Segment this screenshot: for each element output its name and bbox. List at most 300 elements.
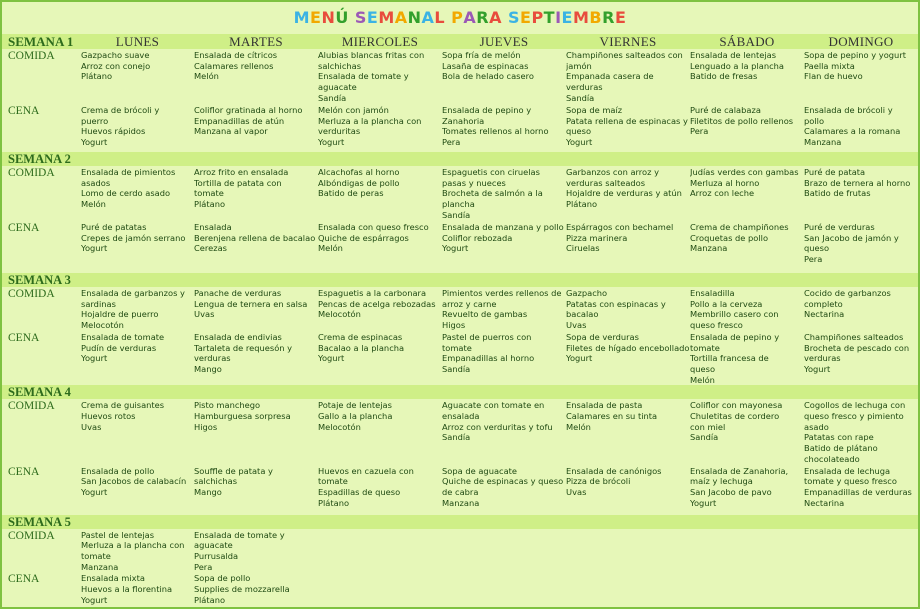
dish-line: Panache de verduras [194,288,282,298]
meal-label: CENA [8,331,40,344]
menu-cell [442,399,566,464]
menu-cell [81,572,194,612]
dish-line: Batido de frutas [804,188,871,199]
dish-line: Potaje de lentejas [318,400,392,411]
dish-line: Calamares en su tinta [566,411,658,422]
dish-line: Crema de brócoli y [81,105,160,115]
menu-cell [566,331,690,386]
menu-cell [194,49,318,104]
dish-line: Lengua de ternera en salsa [194,298,308,309]
menu-cell [318,221,442,273]
week-label: SEMANA 3 [2,273,81,287]
dish-line: Hamburguesa sorpresa [194,411,291,422]
dish-line: Arroz con leche [690,188,755,199]
title-letter: R [476,8,490,27]
day-header-sabado: SÁBADO [690,34,804,49]
dish-line: Pera [804,254,823,265]
dish-line: Yogurt [566,353,593,364]
dish-line: San Jacobos de calabacín [81,476,187,487]
week-band [81,385,918,399]
dish-line: Pisto manchego [194,400,261,411]
meal-label: COMIDA [8,50,55,62]
menu-cell [566,529,690,573]
dinner-row [2,465,918,515]
dish-line: asados [81,177,111,188]
menu-cell [690,49,804,104]
dish-line: Uvas [81,421,102,432]
dish-line: Ensalada de cítricos [194,50,278,60]
dish-line: Espárragos con bechamel [566,222,674,232]
meal-label: CENA [8,465,40,478]
dish-line: Sandía [318,92,347,103]
dish-line: Coliflor con mayonesa [690,400,783,411]
dish-line: Pera [442,137,461,148]
dish-line: Lomo de cerdo asado [81,188,171,199]
dish-line: Ensalada de garbanzos y [81,288,185,298]
dish-line: Tomates rellenos al horno [442,126,549,137]
dish-line: verduras [804,353,841,364]
dish-line: Sandía [442,363,471,374]
meal-label: CENA [8,573,40,586]
title-letter: E [614,8,627,27]
day-header-viernes: VIERNES [566,34,690,49]
dish-line: Batido de plátano [804,443,878,454]
dish-line: Manzana [804,137,842,148]
menu-cell [804,104,918,152]
dish-line: Plátano [318,497,350,508]
dish-line: de cabra [442,486,479,497]
lunch-row [2,529,918,573]
menu-cell [194,399,318,464]
menu-cell [442,104,566,152]
menu-cell [81,465,194,515]
menu-cell [194,331,318,386]
week-label: SEMANA 2 [2,152,81,166]
dish-line: Croquetas de pollo [690,232,769,243]
dish-line: con miel [690,421,726,432]
weekly-menu-table [2,34,918,612]
menu-cell [81,221,194,273]
dish-line: Arroz con verduritas y tofu [442,421,553,432]
dish-line: Ensalada de lentejas [690,50,777,60]
dish-line: completo [804,298,843,309]
dish-line: Manzana al vapor [194,126,268,137]
menu-cell [804,331,918,386]
dish-line: Calamares a la romana [804,126,901,137]
dish-line: Ensalada de pimientos [81,167,176,177]
title-letter: A [394,8,408,27]
dish-line: Judías verdes con gambas [690,167,799,177]
dish-line: Tartaleta de requesón y [194,342,293,353]
title-letter: E [310,8,322,27]
menu-cell [442,287,566,331]
dish-line: bacalao [566,309,599,320]
dish-line: Membrillo casero con [690,309,779,320]
menu-cell [81,399,194,464]
title-letter: E [561,8,573,27]
title-letter: L [434,8,446,27]
menu-cell [194,465,318,515]
menu-cell [194,221,318,273]
dish-line: arroz y carne [442,298,497,309]
dish-line: Sopa de maíz [566,105,623,115]
menu-cell [566,221,690,273]
dish-line: Melocotón [318,309,361,320]
dish-line: Melocotón [81,320,124,331]
menu-cell [194,529,318,573]
dish-line: Higos [442,320,466,331]
title-letter: A [463,8,477,27]
menu-cell [804,399,918,464]
menu-cell [690,399,804,464]
menu-cell [442,49,566,104]
dish-line: Ensalada de tomate [81,331,165,342]
dish-line: Yogurt [81,353,108,364]
lunch-row [2,399,918,464]
dish-line: asado [804,421,829,432]
day-header-jueves: JUEVES [442,34,566,49]
dish-line: Puré de patatas [81,222,147,232]
dish-line: Champiñones salteados [804,331,904,342]
dish-line: Huevos en cazuela con [318,465,414,476]
meal-label: COMIDA [8,167,55,179]
menu-cell [318,331,442,386]
dish-line: Melón [566,421,591,432]
menu-cell [81,287,194,331]
dish-line: Espadillas de queso [318,486,401,497]
dish-line: Hojaldre de puerro [81,309,159,320]
dish-line: Flan de huevo [804,71,863,82]
dish-line: Ensalada [194,222,232,232]
dish-line: Mango [194,486,222,497]
title-letter: B [589,8,603,27]
dish-line: Espaguetis a la carbonara [318,288,427,298]
menu-cell [566,465,690,515]
dish-line: queso fresco y pimiento [804,411,904,422]
menu-cell [442,465,566,515]
dish-line: Pastel de lentejas [81,529,155,540]
menu-cell [318,287,442,331]
dinner-row [2,572,918,612]
dish-line: Bola de helado casero [442,71,534,82]
header-row [2,34,918,49]
dish-line: Quiche de espárragos [318,232,409,243]
dish-line: Puré de patata [804,167,866,177]
dish-line: Brocheta de salmón a la [442,188,543,199]
dish-line: Pizza de brócoli [566,476,631,487]
title-letter: M [293,8,311,27]
dish-line: Yogurt [566,137,593,148]
dinner-row [2,221,918,273]
title-letter: A [489,8,502,27]
lunch-row [2,166,918,221]
dish-line: Coliflor rebozada [442,232,513,243]
dish-line: Lenguado a la plancha [690,60,784,71]
dish-line: Alubias blancas fritas con [318,50,425,60]
dish-line: Manzana [690,243,728,254]
dish-line: Brocheta de pescado con [804,342,910,353]
dish-line: pasas y nueces [442,177,506,188]
dish-line: Sandía [442,209,471,220]
menu-cell [81,49,194,104]
dish-line: Lasaña de espinacas [442,60,529,71]
dish-line: verduras [566,82,603,93]
menu-cell [690,166,804,221]
title-letter: N [321,8,336,27]
menu-cell [690,221,804,273]
lunch-row [2,287,918,331]
dish-line: Purrusalda [194,550,239,561]
dish-line: Merluza a la plancha con [318,115,422,126]
dish-line: Calamares rellenos [194,60,274,71]
dish-line: verduras [194,353,231,364]
dish-line: Pastel de puerros con [442,331,532,342]
dish-line: Bacalao a la plancha [318,342,405,353]
week-row [2,515,918,529]
menu-cell [690,287,804,331]
menu-cell [566,287,690,331]
dish-line: Zanahoria [442,115,485,126]
title-letter: E [366,8,379,27]
menu-cell [442,529,566,573]
dish-line: Cogollos de lechuga con [804,400,906,411]
dish-line: queso [690,363,716,374]
title-letter: P [451,8,464,27]
menu-cell [318,465,442,515]
dish-line: Quiche de espinacas y queso [442,476,564,487]
dish-line: Sopa de pepino y yogurt [804,50,906,60]
dish-line: Gallo a la plancha [318,411,393,422]
dish-line: Batido de fresas [690,71,758,82]
dish-line: Sandía [442,432,471,443]
dish-line: Melón [318,243,343,254]
dish-line: Ensalada de pasta [566,400,643,411]
menu-cell [690,529,804,573]
meal-label: CENA [8,222,40,234]
dish-line: Melón con jamón [318,105,389,115]
menu-cell [81,529,194,573]
dish-line: Gazpacho suave [81,50,150,60]
dish-line: Uvas [566,486,587,497]
menu-cell [318,572,442,612]
dish-line: Uvas [566,320,587,331]
menu-cell [566,572,690,612]
dish-line: Supplies de mozzarella [194,584,290,595]
dish-line: Yogurt [81,137,108,148]
dish-line: Melón [194,71,219,82]
menu-cell [566,399,690,464]
dish-line: Empanadillas de atún [194,115,285,126]
dish-line: Patatas con espinacas y [566,298,666,309]
dish-line: puerro [81,115,109,126]
menu-cell [442,221,566,273]
dish-line: Pimientos verdes rellenos de [442,288,562,298]
dish-line: Yogurt [318,353,345,364]
dish-line: Melón [690,374,715,385]
menu-title [2,8,918,27]
menu-cell [690,572,804,612]
menu-cell [442,572,566,612]
menu-cell [690,331,804,386]
meal-label: COMIDA [8,400,55,413]
menu-cell [194,572,318,612]
dish-line: Merluza a la plancha con [81,540,185,551]
dish-line: Puré de calabaza [690,105,761,115]
dish-line: Nectarina [804,497,845,508]
week-band [81,152,918,166]
dish-line: Champiñones salteados con [566,50,683,60]
menu-cell [804,529,918,573]
dish-line: chocolateado [804,453,860,464]
dish-line: Sopa fría de melón [442,50,521,60]
dish-line: Sopa de verduras [566,331,639,342]
menu-cell [194,287,318,331]
dish-line: ensalada [442,411,480,422]
dinner-row [2,104,918,152]
dish-line: Mango [194,363,222,374]
week-row [2,152,918,166]
meal-label: COMIDA [8,288,55,300]
dish-line: Revuelto de gambas [442,309,528,320]
dish-line: Crema de champiñones [690,222,789,232]
menu-cell [804,221,918,273]
title-letter: I [555,8,562,27]
dish-line: Ensalada con queso fresco [318,222,429,232]
menu-cell [804,572,918,612]
week-band [81,273,918,287]
dish-line: aguacate [194,540,233,551]
dish-line: Hojaldre de verduras y atún [566,188,682,199]
dish-line: Coliflor gratinada al horno [194,105,303,115]
week-label: SEMANA 4 [2,385,81,399]
meal-label: CENA [8,105,40,117]
dish-line: Melón [81,199,106,210]
menu-cell [81,331,194,386]
menu-cell [81,104,194,152]
dish-line: Patata rellena de espinacas y [566,115,688,126]
day-header-miercoles: MIERCOLES [318,34,442,49]
dish-line: Ensalada de pepino y [442,105,532,115]
dish-line: Yogurt [442,243,469,254]
menu-cell [442,166,566,221]
dish-line: tomate [318,476,348,487]
dish-line: Uvas [194,309,215,320]
dish-line: Plátano [566,199,598,210]
dish-line: Chuletitas de cordero [690,411,780,422]
dish-line: Pencas de acelga rebozadas [318,298,436,309]
title-letter: P [531,8,544,27]
week-label: SEMANA 5 [2,515,81,529]
title-letter: S [354,8,367,27]
dish-line: Empanada casera de [566,71,654,82]
dish-line: Crema de espinacas [318,331,403,342]
dish-line: Ensalada de endivias [194,331,282,342]
dish-line: verduritas [318,126,361,137]
dish-line: tomate [442,342,472,353]
dish-line: Garbanzos con arroz y [566,167,660,177]
dish-line: Ensalada mixta [81,573,145,584]
dish-line: queso fresco [690,320,743,331]
dish-line: aguacate [318,82,357,93]
dish-line: tomate [690,342,720,353]
dish-line: tomate y queso fresco [804,476,897,487]
menu-cell [690,465,804,515]
dish-line: Plátano [194,199,226,210]
dish-line: Ensalada de lechuga [804,465,891,476]
dish-line: Pizza marinera [566,232,628,243]
dish-line: Ensalada de canónigos [566,465,662,476]
menu-cell [318,399,442,464]
dish-line: Arroz con conejo [81,60,151,71]
menu-cell [566,166,690,221]
dish-line: Ensalada de Zanahoria, [690,465,789,476]
dish-line: salchichas [194,476,238,487]
dish-line: Yogurt [81,594,108,605]
meal-label: COMIDA [8,529,55,542]
dish-line: Ensalada de tomate y [318,71,409,82]
dish-line: Yogurt [318,137,345,148]
menu-cell [804,287,918,331]
menu-cell [804,166,918,221]
dish-line: San Jacobo de jamón y [804,232,899,243]
dish-line: Puré de verduras [804,222,875,232]
title-letter: M [378,8,395,27]
dish-line: Cerezas [194,243,227,254]
dish-line: Ensalada de manzana y pollo [442,222,564,232]
menu-cell [804,49,918,104]
dish-line: Pudín de verduras [81,342,157,353]
dish-line: Souffle de patata y [194,465,273,476]
day-header-lunes: LUNES [81,34,194,49]
dish-line: Crema de guisantes [81,400,165,411]
menu-cell [81,166,194,221]
dish-line: Manzana [81,561,119,572]
dish-line: Ensalada de pepino y [690,331,780,342]
dish-line: Alcachofas al horno [318,167,400,177]
dish-line: Empanadillas de verduras [804,486,912,497]
dish-line: Ciruelas [566,243,600,254]
dish-line: Yogurt [81,486,108,497]
dish-line: Brazo de ternera al horno [804,177,911,188]
dish-line: Tortilla francesa de [690,353,769,364]
dish-line: Filetitos de pollo rellenos [690,115,794,126]
week-row [2,385,918,399]
lunch-row [2,49,918,104]
title-letter: N [407,8,422,27]
dish-line: Espaguetis con ciruelas [442,167,540,177]
dish-line: Sopa de aguacate [442,465,518,476]
dish-line: Batido de peras [318,188,384,199]
dish-line: salchichas [318,60,362,71]
dish-line: Sopa de pollo [194,573,251,584]
menu-cell [318,166,442,221]
dish-line: Empanadillas al horno [442,353,535,364]
menu-cell [566,49,690,104]
title-letter: S [507,8,520,27]
dish-line: Higos [194,421,218,432]
dish-line: Plátano [81,71,113,82]
menu-cell [318,104,442,152]
dish-line: plancha [442,199,475,210]
dish-line: sardinas [81,298,116,309]
dish-line: jamón [566,60,592,71]
dish-line: Ensalada de brócoli y [804,105,893,115]
dish-line: Paella mixta [804,60,855,71]
dish-line: Yogurt [81,243,108,254]
dinner-row [2,331,918,386]
menu-cell [318,49,442,104]
dish-line: Huevos rotos [81,411,136,422]
